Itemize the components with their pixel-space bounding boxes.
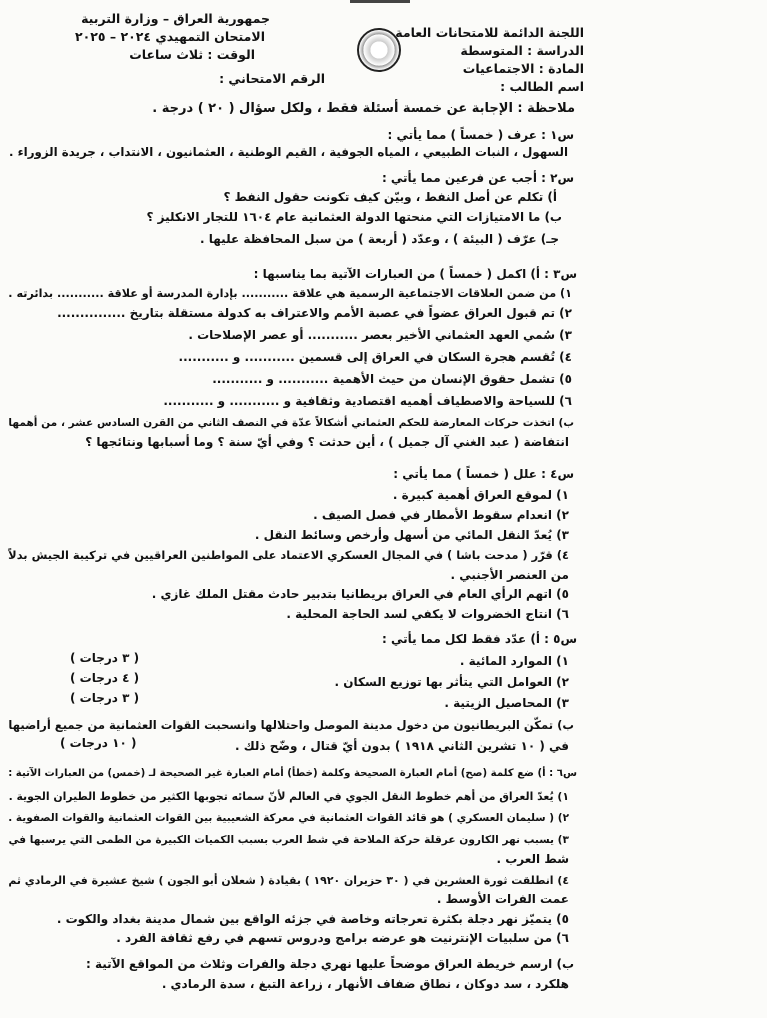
q6-item-1: ١) يُعدّ العراق من أهم خطوط النقل الجوي في العالم لأنّ سمائه تجوبها الكثير من خطوط الطيران الجوية . [8, 790, 569, 803]
q4-item-2: ٢) انعدام سقوط الأمطار في فصل الصيف . [313, 508, 569, 522]
study-level: الدراسة : المتوسطة [460, 43, 584, 58]
ministry-seal [357, 28, 401, 72]
ministry-name: جمهورية العراق – وزارة التربية [81, 11, 270, 26]
q6-item-3-cont: شط العرب . [496, 852, 569, 866]
q6-item-5: ٥) يتميّز نهر دجلة بكثرة تعرجاته وخاصة في جزئه الواقع بين شمال مدينة بغداد والكوت . [56, 912, 569, 926]
q4-title: س٤ : علل ( خمساً ) مما يأتي : [393, 467, 574, 481]
q5-mark-3: ( ٣ درجات ) [70, 691, 140, 705]
q5-item-3: ٣) المحاصيل الزيتية . [444, 696, 569, 710]
q2-part-c: جـ) عرّف ( البيئة ) ، وعدّد ( أربعة ) من سبل المحافظة عليها . [200, 232, 559, 246]
q6-part-b-line2: هلكرد ، سد دوكان ، نطاق ضفاف الأنهار ، زراعة التبغ ، سدة الرمادي . [161, 977, 569, 991]
q5-item-1: ١) الموارد المائية . [459, 654, 569, 668]
student-name-label: اسم الطالب : [500, 79, 584, 94]
q6-item-4-cont: عمت الفرات الأوسط . [436, 892, 569, 906]
q2-part-a: أ) تكلم عن أصل النفط ، وبيّن كيف تكونت حقول النفط ؟ [223, 190, 557, 204]
q5-mark-1: ( ٣ درجات ) [70, 651, 140, 665]
q6-item-3: ٣) يسبب نهر الكارون عرقلة حركة الملاحة في شط العرب بسبب الكميات الكبيرة من الطمى التي يرسبها في [8, 834, 569, 846]
q5-mark-2: ( ٤ درجات ) [70, 671, 140, 685]
q5-part-b-line2: في ( ١٠ تشرين الثاني ١٩١٨ ) بدون أيّ قتال ، وضّح ذلك . [235, 739, 569, 753]
exam-note: ملاحظة : الإجابة عن خمسة أسئلة فقط ، ولكل سؤال ( ٢٠ ) درجة . [152, 101, 575, 116]
exam-time: الوقت : ثلاث ساعات [129, 47, 255, 62]
exam-title: الامتحان التمهيدي ٢٠٢٤ – ٢٠٢٥ [74, 29, 265, 44]
q4-item-3: ٣) يُعدّ النقل المائي من أسهل وأرخص وسائط النقل . [254, 528, 569, 542]
q6-item-2: ٢) ( سليمان العسكري ) هو قائد القوات العثمانية في معركة الشعيبية بين القوات العثمانية والقوات الصفوية . [8, 812, 569, 824]
q1-title: س١ : عرف ( خمساً ) مما يأتي : [387, 128, 574, 142]
q3-title: س٣ : أ) اكمل ( خمساً ) من العبارات الآتية بما يناسبها : [253, 267, 577, 281]
q6-part-b-line1: ب) ارسم خريطة العراق موضحاً عليها نهري دجلة والفرات وثلاث من المواقع الآتية : [86, 957, 574, 971]
q3-item-1: ١) من ضمن العلاقات الاجتماعية الرسمية هي علاقة ........... بإدارة المدرسة أو علاقة ........... بدائرته . [8, 287, 572, 300]
q3-part-b-line1: ب) اتخذت حركات المعارضة للحكم العثماني أشكالاً عدّة في النصف الثاني من القرن السادس عشر ، من أهمها [8, 416, 574, 429]
q4-item-6: ٦) انتاج الخضروات لا يكفي لسد الحاجة المحلية . [286, 607, 569, 621]
q6-item-4: ٤) انطلقت ثورة العشرين في ( ٣٠ حزيران ١٩٢٠ ) بقيادة ( شعلان أبو الجون ) شيخ عشيرة في الرمادي ثم [8, 874, 569, 887]
q6-title: س٦ : أ) ضع كلمة (صح) أمام العبارة الصحيحة وكلمة (خطأ) أمام العبارة غير الصحيحة لـ (خمس) من العبارات الآتية : [8, 768, 577, 779]
q3-item-2: ٢) تم قبول العراق عضواً في عصبة الأمم والاعتراف به كدولة مستقلة بتاريخ ............... [57, 306, 572, 320]
q5-part-b-line1: ب) تمكّن البريطانيون من دخول مدينة الموصل واحتلالها وانسحبت القوات العثمانية من جميع أراضيها [8, 718, 574, 732]
top-scan-mark [350, 0, 410, 3]
q5-item-2: ٢) العوامل التي يتأثر بها توزيع السكان . [334, 675, 569, 689]
exam-number-label: الرقم الامتحاني : [219, 71, 325, 86]
q4-item-4-cont: من العنصر الأجنبي . [450, 568, 569, 582]
q5-part-b-mark: ( ١٠ درجات ) [60, 736, 137, 750]
q2-title: س٢ : أجب عن فرعين مما يأتي : [381, 171, 574, 185]
q2-part-b: ب) ما الامتيازات التي منحتها الدولة العثمانية عام ١٦٠٤ للتجار الانكليز ؟ [146, 210, 562, 224]
q4-item-1: ١) لموقع العراق أهمية كبيرة . [392, 488, 569, 502]
subject: المادة : الاجتماعيات [462, 61, 584, 76]
q3-item-4: ٤) تُقسم هجرة السكان في العراق إلى قسمين ........... و ........... [178, 350, 572, 364]
committee-name: اللجنة الدائمة للامتحانات العامة [395, 25, 584, 40]
q5-title: س٥ : أ) عدّد فقط لكل مما يأتي : [382, 632, 577, 646]
q3-item-3: ٣) سُمي العهد العثماني الأخير بعصر ........... أو عصر الإصلاحات . [188, 328, 572, 342]
q4-item-4: ٤) قرّر ( مدحت باشا ) في المجال العسكري الاعتماد على المواطنين العراقيين في تركيبة الجيش بدلاً [8, 548, 569, 562]
q3-item-6: ٦) للسياحة والاصطياف أهميه اقتصادية وثقافية و ........... و ........... [163, 394, 572, 408]
q3-item-5: ٥) تشمل حقوق الإنسان من حيث الأهمية ........... و ........... [212, 372, 572, 386]
q3-part-b-line2: انتفاضة ( عبد الغني آل جميل ) ، أين حدثت ؟ وفي أيّ سنة ؟ وما أسبابها ونتائجها ؟ [85, 435, 569, 449]
q1-terms: السهول ، النبات الطبيعي ، المياه الجوفية ، القيم الوطنية ، العثمانيون ، الانتداب ، جريدة الزوراء . [9, 145, 568, 159]
q6-item-6: ٦) من سلبيات الإنترنيت هو عرضه برامج ودروس تسهم في رفع ثقافة الفرد . [116, 931, 569, 945]
q4-item-5: ٥) اتهم الرأي العام في العراق بريطانيا بتدبير حادث مقتل الملك غازي . [151, 587, 569, 601]
